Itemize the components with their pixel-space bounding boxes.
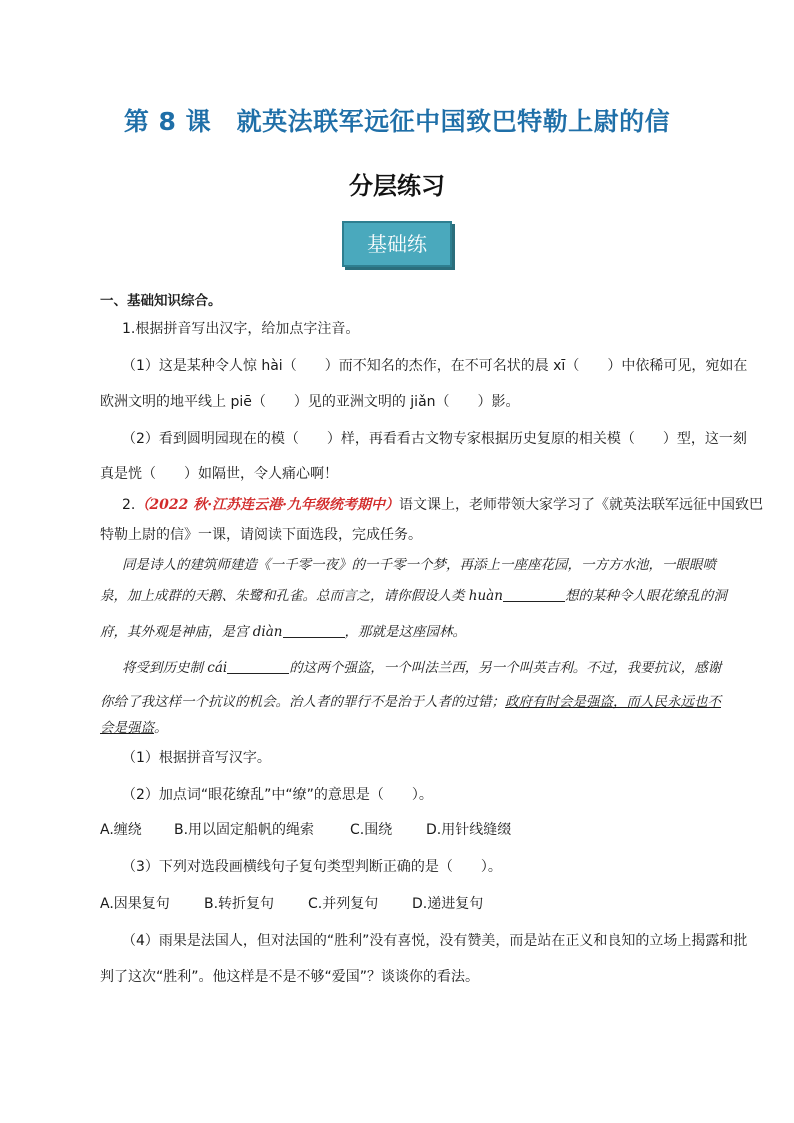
option-d[interactable]: D.递进复句	[412, 896, 484, 912]
q1-part2-line1: （2）看到圆明园现在的模（ ）样，再看看古文物专家根据历史复原的相关模（ ）型，这一刻	[122, 431, 747, 447]
option-b[interactable]: B.转折复句	[204, 896, 275, 912]
passage-line3-text: 府，其外观是神庙，是宫 diàn	[100, 624, 283, 640]
option-a[interactable]: A.因果复句	[100, 896, 170, 912]
option-a[interactable]: A.缠绕	[100, 822, 142, 838]
passage-line6-end: 。	[154, 720, 168, 736]
q1-part1-line2: 欧洲文明的地平线上 piē（ ）见的亚洲文明的 jiǎn（ ）影。	[100, 394, 520, 410]
q2-intro-line2: 特勒上尉的信》一课，请阅读下面选段，完成任务。	[100, 527, 422, 543]
q1-part1-line1: （1）这是某种令人惊 hài（ ）而不知名的杰作，在不可名状的晨 xī（ ）中依稀可见，宛如在	[122, 358, 748, 374]
passage-line3-end: ，那就是这座园林。	[344, 624, 466, 640]
q2-sub1: （1）根据拼音写汉字。	[122, 750, 271, 766]
q2-sub4-line1: （4）雨果是法国人，但对法国的“胜利”没有喜悦，没有赞美，而是站在正义和良知的立场上揭露和批	[122, 933, 748, 949]
q2-sub4-line2: 判了这次“胜利”。他这样是不是不够“爱国”？谈谈你的看法。	[100, 969, 480, 985]
q2-intro-line1	[122, 494, 763, 514]
passage-line4-a: 将受到历史制 cái	[122, 660, 228, 676]
passage-line6	[100, 716, 720, 736]
answer-blank[interactable]	[283, 623, 345, 638]
option-c[interactable]: C.围绕	[350, 822, 393, 838]
q2-sub3: （3）下列对选段画横线句子复句类型判断正确的是（ ）。	[122, 859, 502, 875]
q2-sub2: （2）加点词“眼花缭乱”中“缭”的意思是（ ）。	[122, 787, 433, 803]
passage-line3	[100, 620, 720, 640]
page-subtitle: 分层练习	[349, 172, 445, 200]
q2-intro-rest: 语文课上，老师带领大家学习了《就英法联军远征中国致巴	[398, 497, 763, 513]
section-heading: 一、基础知识综合。	[100, 293, 222, 309]
passage-line4	[122, 656, 742, 676]
passage-line2	[100, 584, 727, 604]
passage-line5	[100, 690, 720, 710]
answer-blank[interactable]	[503, 587, 565, 602]
passage-line5-a: 你给了我这样一个抗议的机会。治人者的罪行不是治于人者的过错；	[100, 694, 505, 710]
option-b[interactable]: B.用以固定船帆的绳索	[174, 822, 315, 838]
passage-line2-end: 想的某种令人眼花缭乱的洞	[564, 588, 727, 604]
option-d[interactable]: D.用针线缝缀	[426, 822, 512, 838]
lesson-title: 第 8 课 就英法联军远征中国致巴特勒上尉的信	[123, 107, 671, 136]
q1-prompt: 1.根据拼音写出汉字，给加点字注音。	[122, 321, 360, 337]
passage-line2-text: 泉，加上成群的天鹅、朱鹭和孔雀。总而言之，请你假设人类 huàn	[100, 588, 503, 604]
underlined-sentence-end: 会是强盗	[100, 720, 154, 736]
q2-sub2-options	[100, 819, 720, 839]
underlined-sentence: 政府有时会是强盗，而人民永远也不	[505, 694, 721, 710]
q2-source: （2022 秋·江苏连云港·九年级统考期中）	[135, 497, 399, 513]
passage-line1: 同是诗人的建筑师建造《一千零一夜》的一千零一个梦，再添上一座座花园，一方方水池，一眼眼喷	[122, 557, 716, 573]
section-badge: 基础练	[342, 221, 452, 267]
q2-number: 2.	[122, 497, 136, 513]
passage-line4-b: 的这两个强盗，一个叫法兰西，另一个叫英吉利。不过，我要抗议，感谢	[289, 660, 722, 676]
q1-part2-line2: 真是恍（ ）如隔世，令人痛心啊！	[100, 466, 338, 482]
answer-blank[interactable]	[227, 659, 289, 674]
option-c[interactable]: C.并列复句	[308, 896, 379, 912]
q2-sub3-options	[100, 893, 720, 913]
